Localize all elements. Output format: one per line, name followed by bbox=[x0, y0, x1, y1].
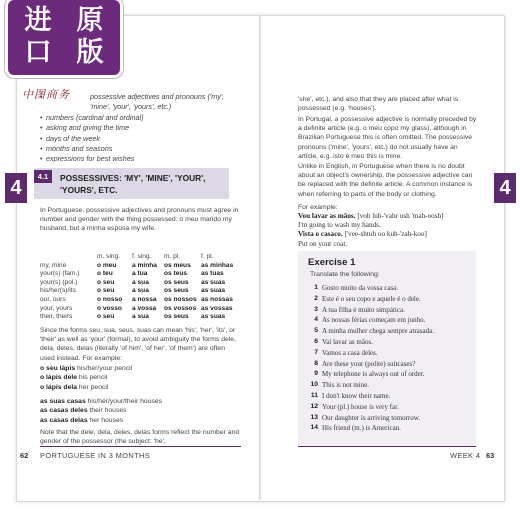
badge-char: 进 bbox=[24, 5, 52, 36]
exercise-item bbox=[308, 391, 478, 402]
example-pt: as casas delas bbox=[40, 416, 88, 424]
item-text: Gosto muito da vossa casa. bbox=[322, 284, 399, 292]
badge-char: 口 bbox=[24, 37, 52, 68]
table-cell: os vossos bbox=[164, 304, 197, 312]
example-en: his/her/your/their houses bbox=[87, 398, 163, 405]
table-cell: os meus bbox=[164, 261, 191, 269]
table-cell: a minha bbox=[132, 261, 157, 269]
table-cell: your, yours bbox=[40, 304, 73, 312]
item-text: I don't know their name. bbox=[322, 391, 391, 400]
example-group-2 bbox=[40, 397, 240, 425]
item-number: 11 bbox=[310, 391, 318, 399]
example-pronunciation: [voh luh-'vahr ush 'mah-oosh] bbox=[357, 212, 444, 220]
example-group-1 bbox=[40, 364, 240, 392]
body-parts-paragraph: Unlike in English, in Portuguese when there is no doubt about an object's ownership, the possessive adjective can be replaced with the definite article. A common instance is when referring to parts of the body or clothing. bbox=[298, 163, 473, 198]
example-line bbox=[40, 406, 240, 415]
item-number: 6 bbox=[314, 337, 318, 345]
objective-item: • numbers (cardinal and ordinal) bbox=[40, 113, 230, 123]
table-row bbox=[40, 270, 240, 279]
item-text: Este é o seu copo e aquele é o dele. bbox=[322, 294, 421, 303]
table-header-row bbox=[40, 253, 240, 262]
exercise-item bbox=[308, 348, 478, 359]
footer-rule bbox=[298, 446, 476, 447]
table-cell: o meu bbox=[97, 261, 117, 269]
lesson-number: 4.1 bbox=[34, 170, 52, 183]
table-header: f. sing. bbox=[132, 253, 152, 260]
table-cell: as suas bbox=[201, 287, 226, 295]
example-en: his pencil bbox=[78, 374, 108, 382]
item-number: 8 bbox=[314, 359, 318, 367]
table-cell: my, mine bbox=[40, 261, 67, 269]
table-cell: your(s) (pol.) bbox=[40, 278, 78, 286]
table-cell: a tua bbox=[132, 270, 148, 278]
item-number: 10 bbox=[310, 381, 318, 389]
pronunciation-examples bbox=[298, 212, 480, 249]
example-line bbox=[40, 364, 240, 373]
item-number: 1 bbox=[314, 284, 318, 291]
table-cell: a vossa bbox=[132, 304, 157, 312]
table-row bbox=[40, 305, 240, 314]
intro-paragraph: In Portuguese, possessive adjectives and pronouns must agree in number and gender with the thing possessed: o meu marido my husband, but a minha esposa my wife. bbox=[40, 207, 239, 233]
table-header: m. pl. bbox=[164, 253, 181, 260]
book-spine bbox=[259, 15, 261, 500]
example-en: his/her/your pencil bbox=[77, 365, 133, 372]
exercise-instructions: Translate the following: bbox=[310, 271, 380, 278]
lesson-title: POSSESSIVES: 'MY', 'MINE', 'YOUR', 'YOURS', ETC. bbox=[60, 173, 206, 195]
possessives-table bbox=[40, 253, 240, 322]
table-cell: os seus bbox=[164, 287, 189, 295]
example-line bbox=[298, 212, 480, 221]
item-text: Vamos a casa deles. bbox=[322, 348, 378, 357]
exercise-item bbox=[308, 359, 478, 370]
objective-item: • asking and giving the time bbox=[40, 123, 230, 133]
table-row bbox=[40, 279, 240, 288]
since-paragraph: Since the forms seu, sua, seus, suas can mean 'his', 'her', 'its', or 'their' as well as 'your' (formal), to avoid ambiguity the forms dele, dela, deles, delas (literally 'of him', 'of her', 'of them') are often used instead. For example: bbox=[40, 327, 236, 362]
exercise-item bbox=[308, 294, 478, 305]
item-number: 2 bbox=[314, 294, 318, 302]
page-number: 63 bbox=[486, 451, 495, 460]
example-pt: o seu lápis bbox=[40, 365, 76, 372]
week-label: WEEK 4 bbox=[450, 451, 481, 460]
item-text: His friend (m.) is American. bbox=[322, 424, 401, 433]
item-number: 7 bbox=[314, 348, 318, 356]
exercise-item bbox=[308, 283, 478, 294]
exercise-item bbox=[308, 423, 478, 434]
example-line bbox=[40, 416, 240, 425]
badge-char: 版 bbox=[76, 37, 104, 68]
item-text: As nossas férias começam em junho. bbox=[322, 316, 426, 325]
exercise-item bbox=[308, 305, 478, 316]
item-number: 14 bbox=[310, 424, 318, 432]
chapter-tab-right: 4 bbox=[494, 173, 516, 203]
exercise-item bbox=[308, 380, 478, 391]
item-text: Your (pl.) house is very far. bbox=[322, 402, 399, 411]
footer-left bbox=[20, 451, 250, 465]
example-pt: as suas casas bbox=[40, 398, 86, 405]
objective-item: • expressions for best wishes bbox=[40, 154, 230, 164]
lesson-heading bbox=[34, 168, 229, 199]
item-number: 9 bbox=[314, 370, 318, 378]
example-pronunciation: ['vee-shtuh oo kuh-'zah-koo] bbox=[344, 230, 427, 239]
item-text: Are these your (polite) suitcases? bbox=[322, 359, 416, 368]
example-line bbox=[298, 230, 480, 239]
example-en: Put on your coat. bbox=[298, 239, 348, 248]
exercise-item bbox=[308, 402, 478, 413]
table-cell: os seus bbox=[164, 278, 189, 286]
continued-paragraph: 'she', etc.), and also that they are placed after what is possessed (e.g. 'houses'). bbox=[298, 96, 459, 113]
item-text: My telephone is always out of order. bbox=[322, 370, 425, 379]
table-header: m. sing. bbox=[97, 253, 121, 260]
example-line bbox=[40, 373, 240, 382]
example-line bbox=[40, 397, 240, 406]
for-example-label: For example: bbox=[298, 204, 338, 211]
table-cell: o nosso bbox=[97, 295, 123, 303]
objective-item: • months and seasons bbox=[40, 144, 230, 154]
objectives-list bbox=[40, 92, 230, 165]
table-row bbox=[40, 287, 240, 296]
table-cell: os seus bbox=[164, 313, 189, 321]
page-number: 62 bbox=[20, 451, 29, 460]
chapter-tab-left: 4 bbox=[5, 173, 27, 203]
example-en: her houses bbox=[89, 416, 124, 424]
item-number: 3 bbox=[314, 305, 318, 313]
note-paragraph: Note that the dele, dela, deles, delas forms reflect the number and gender of the possessor (the subject: 'he', bbox=[40, 429, 240, 446]
table-row bbox=[40, 262, 240, 271]
example-en: their houses bbox=[89, 407, 127, 415]
item-text: This is not mine. bbox=[322, 381, 370, 390]
exercise-item bbox=[308, 369, 478, 380]
exercise-title: Exercise 1 bbox=[308, 257, 356, 268]
table-cell: as tuas bbox=[201, 270, 224, 278]
table-cell: o seu bbox=[97, 287, 115, 295]
table-cell: their, theirs bbox=[40, 313, 73, 321]
table-cell: your(s) (fam.) bbox=[40, 270, 80, 278]
item-text: Vai lavar as mãos. bbox=[322, 337, 373, 346]
table-row bbox=[40, 296, 240, 305]
objective-item: • possessive adjectives and pronouns ('my', 'mine', 'your', 'yours', etc.) bbox=[40, 92, 230, 113]
example-pt: Vista o casaco. bbox=[298, 230, 343, 239]
footer-right bbox=[440, 451, 500, 465]
item-number: 13 bbox=[310, 413, 318, 421]
table-cell: o seu bbox=[97, 278, 115, 286]
book-title: PORTUGUESE IN 3 MONTHS bbox=[40, 451, 151, 460]
exercise-list bbox=[308, 283, 478, 434]
table-cell: o seu bbox=[97, 313, 115, 321]
table-cell: as vossas bbox=[201, 304, 233, 312]
example-pt: o lápis dela bbox=[40, 383, 78, 391]
item-number: 12 bbox=[310, 402, 318, 410]
exercise-item bbox=[308, 413, 478, 424]
exercise-item bbox=[308, 337, 478, 348]
example-en: I'm going to wash my hands. bbox=[298, 221, 381, 230]
example-pt: as casas deles bbox=[40, 407, 88, 415]
table-cell: a nossa bbox=[132, 295, 157, 303]
exercise-item bbox=[308, 326, 478, 337]
item-text: Our daughter is arriving tomorrow. bbox=[322, 413, 421, 422]
footer-rule bbox=[40, 446, 241, 447]
item-text: A minha mulher chega sempre atrasada. bbox=[322, 327, 434, 336]
objective-item: • days of the week bbox=[40, 134, 230, 144]
table-cell: as suas bbox=[201, 278, 226, 286]
table-header: f. pl. bbox=[201, 253, 214, 260]
brand-logo-text: 中图商务 bbox=[22, 88, 70, 101]
exercise-item bbox=[308, 315, 478, 326]
table-cell: a sua bbox=[132, 313, 149, 321]
table-cell: o vosso bbox=[97, 304, 122, 312]
table-cell: his/her(s)/its bbox=[40, 287, 76, 295]
item-number: 5 bbox=[314, 327, 318, 335]
badge-char: 原 bbox=[76, 5, 104, 36]
table-cell: a sua bbox=[132, 287, 149, 295]
item-text: A tua filha é muito simpática. bbox=[322, 305, 405, 314]
example-pt: Vou lavar as mãos. bbox=[298, 212, 356, 220]
table-cell: our, ours bbox=[40, 295, 66, 303]
table-row bbox=[40, 313, 240, 322]
article-paragraph: In Portugal, a possessive adjective is normally preceded by a definite article (e.g. o meu copo my glass), although in Brazilian Portuguese this is often omitted. The possessive pronouns ('mine', 'yours', etc.) do not usually have an article, e.g. isto é meu this is mine. bbox=[298, 116, 477, 160]
example-en: her pencil bbox=[78, 383, 109, 391]
table-cell: as nossas bbox=[201, 295, 233, 303]
table-cell: os nossos bbox=[164, 295, 197, 303]
table-cell: o teu bbox=[97, 270, 113, 278]
table-cell: a sua bbox=[132, 278, 149, 286]
imported-original-badge bbox=[8, 0, 120, 75]
table-cell: as suas bbox=[201, 313, 226, 321]
table-cell: as minhas bbox=[201, 261, 234, 269]
item-number: 4 bbox=[314, 316, 318, 324]
example-pt: o lápis dele bbox=[40, 374, 78, 382]
table-cell: os teus bbox=[164, 270, 188, 278]
example-line bbox=[40, 383, 240, 392]
